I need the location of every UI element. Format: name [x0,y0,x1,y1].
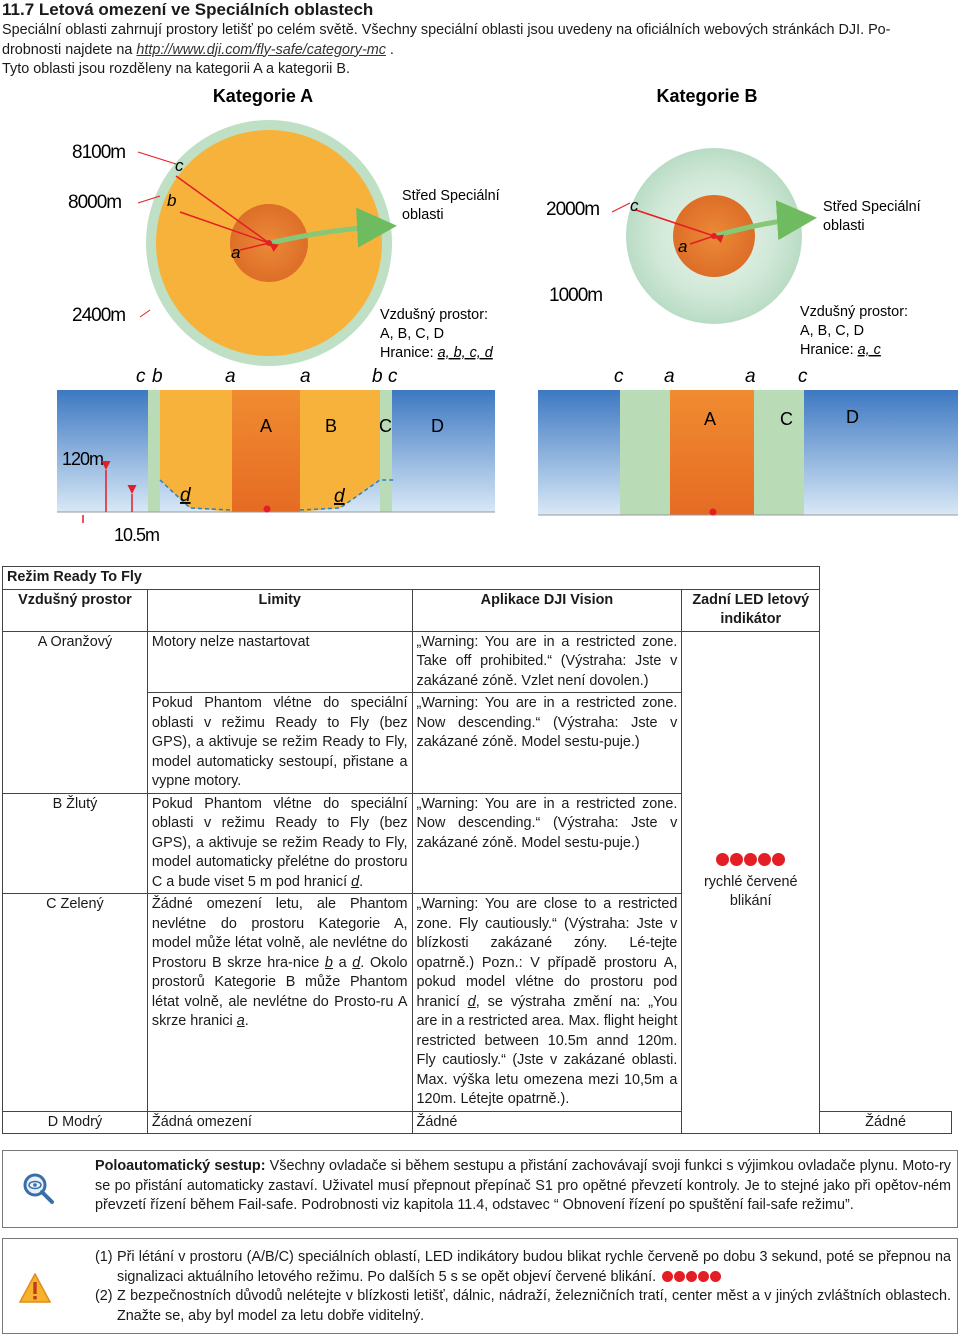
cat-a-center-label-1: Střed Speciální [402,188,500,204]
cat-a-borders: Hranice: a, b, c, d [380,345,493,361]
intro-text: drobnosti najdete na [2,41,137,58]
warning-icon [19,1273,51,1303]
table-mode-title: Režim Ready To Fly [3,567,820,590]
cat-b-center-dot [711,233,717,239]
header-led: Zadní LED letový indikátor [682,589,820,631]
svg-text:b: b [372,366,383,387]
header-limits: Limity [147,589,412,631]
svg-text:A: A [260,416,273,436]
cat-a-height-10: 10.5m [114,525,160,545]
cat-a-side-letters [136,366,398,387]
svg-text:a: a [664,366,675,387]
led-red-dots-icon [662,1271,721,1282]
led-d: Žádné [820,1111,952,1134]
header-dji-vision: Aplikace DJI Vision [412,589,682,631]
app-a-2: „Warning: You are in a restricted zone. Now descending.“ (Výstraha: Jste v zakázané zóně. Model sestu-puje.) [412,693,682,794]
svg-text:a: a [745,366,756,387]
cat-a-label-b: b [167,191,177,210]
svg-text:c: c [614,366,624,387]
svg-text:b: b [152,366,163,387]
cat-b-side-center-dot [710,509,717,516]
app-c: „Warning: You are close to a restricted zone. Fly cautiously.“ (Výstraha: Jste v blízkosti zakázané zóny. Lé-tejte opatrně.) Pozn.: V případě prostoru A, pokud model vlétne do prostoru pod hranicí d, se výstraha změní na: „You are in a restricted area. Max. flight height restricted between 10.5m annd 120m. Fly cautiosly.“ (Jste v zakázané oblasti. Max. výška letu omezena mezi 10,5m a 120m. Létejte opatrně.). [412,894,682,1112]
list-text: Z bezpečnostních důvodů nelétejte v blízkosti letišť, dálnic, nádraží, železničních tratí, center měst a v jiných zvláštních oblastech. Znažte se, aby byl model za letu dobře viditelný. [117,1288,951,1324]
cat-a-airspace-1: Vzdušný prostor: [380,307,488,323]
cat-b-label-c: c [630,196,639,215]
app-d: Žádné [412,1111,682,1134]
cat-a-radius-8000: 8000m [68,192,122,213]
cat-b-radius-2000: 2000m [546,199,600,220]
category-a-heading: Kategorie A [212,86,314,106]
semi-auto-descent-text: Poloautomatický sestup: Všechny ovladače si během sestupu a přistání zachovávají svoji funkci s výjimkou ovladače plynu. Moto-ry se po přistání automaticky zastaví. Uživatel musí přepnout přepínač S1 pro opětné převzetí kontroly. Je to stejné jako při opětov-ném převzetí řízení během Fail-safe. Podrobnosti viz kapitola 11.4, odstavec “ Obnovení řízení po spuštění fail-safe režimu”. [95,1158,952,1213]
cat-a-center-label-2: oblasti [402,207,444,223]
cat-b-center-label-1: Střed Speciální [823,199,921,215]
svg-text:c: c [136,366,146,387]
magnifier-icon [21,1171,55,1205]
cat-a-side-center-dot [264,506,271,513]
list-item [95,1287,951,1326]
intro-line-1: Speciální oblasti zahrnují prostory letišť po celém světě. Všechny speciální oblasti jsou uvedeny na oficiálních webových stránkách DJI. Po- [2,22,891,38]
limit-b: Pokud Phantom vlétne do speciální oblasti v režimu Ready to Fly (bez GPS), a aktivuje se režim Ready to Fly, model automaticky přelétne do prostoru C a bude viset 5 m pod hranicí d. [147,793,412,894]
cat-a-radius-8100: 8100m [72,142,126,163]
cat-a-green-left [148,390,160,512]
cat-a-green-right [380,390,392,512]
cat-b-side-letters [614,366,808,387]
app-b: „Warning: You are in a restricted zone. Now descending.“ (Výstraha: Jste v zakázané zóně. Model sestu-puje.) [412,793,682,894]
warning-note [2,1238,958,1334]
svg-text:C: C [780,409,793,429]
svg-text:a: a [225,366,236,387]
list-item [95,1248,951,1287]
svg-text:C: C [379,416,392,436]
cat-a-line-8100 [138,152,176,164]
cat-b-radius-1000: 1000m [549,285,603,306]
list-number: (2) [95,1288,113,1304]
limit-a-1: Motory nelze nastartovat [147,631,412,693]
led-indicator-cell [682,631,820,1134]
cat-a-center-dot [266,240,272,246]
svg-text:A: A [704,409,717,429]
cat-b-center-label-2: oblasti [823,218,865,234]
cat-b-borders: Hranice: a, c [800,342,881,358]
svg-text:c: c [388,366,398,387]
intro-paragraph [2,21,957,80]
app-a-1: „Warning: You are in a restricted zone. Take off prohibited.“ (Výstraha: Jste v zakázané zóně. Vzlet není dovolen.) [412,631,682,693]
svg-text:B: B [325,416,338,436]
intro-line-3: Tyto oblasti jsou rozděleny na kategorii A a kategorii B. [2,61,350,77]
intro-text: . [385,41,394,58]
special-areas-diagram [0,80,960,550]
svg-text:c: c [798,366,808,387]
airspace-d: D Modrý [3,1111,148,1134]
cat-a-airspace-2: A, B, C, D [380,326,444,342]
limit-a-2: Pokud Phantom vlétne do speciální oblasti v režimu Ready to Fly (bez GPS), a aktivuje se režim Ready to Fly, model automaticky sestoupí, přistane a vypne motory. [147,693,412,794]
cat-b-airspace-2: A, B, C, D [800,323,864,339]
intro-line-2 [2,41,957,61]
category-b-heading: Kategorie B [656,86,758,106]
airspace-c: C Zelený [3,894,148,1112]
cat-a-radius-2400: 2400m [72,305,126,326]
svg-text:D: D [431,416,444,436]
svg-text:D: D [846,407,859,427]
list-number: (1) [95,1249,113,1265]
header-airspace: Vzdušný prostor [3,589,148,631]
cat-a-orange-column [232,390,300,512]
cat-a-label-c: c [175,156,184,175]
cat-a-height-120: 120m [62,449,104,469]
cat-a-label-d-left: d [180,485,191,506]
dji-fly-safe-link[interactable]: http://www.dji.com/fly-safe/category-mc [136,41,386,58]
semi-auto-descent-note [2,1150,958,1228]
limit-d: Žádná omezení [147,1111,412,1134]
list-text: Při létání v prostoru (A/B/C) speciálních oblastí, LED indikátory budou blikat rychle červeně po dobu 3 sekund, poté se přepnou na signalizaci aktuálního letového režimu. Po dalších 5 s se opět objeví červené blikání. [117,1249,951,1285]
limit-c: Žádné omezení letu, ale Phantom nevlétne do prostoru Kategorie A, model může létat volně, ale nevlétne do Prostoru B skrze hra-nice b a d. Okolo prostorů Kategorie B může Phantom létat volně, ale nevlétne do Prosto-ru A skrze hranici a. [147,894,412,1112]
led-text: rychlé červené blikání [703,873,798,909]
cat-a-line-2400 [140,310,150,317]
cat-b-airspace-1: Vzdušný prostor: [800,304,908,320]
cat-a-label-d-right: d [334,486,345,507]
cat-b-label-a: a [678,237,688,256]
airspace-b: B Žlutý [3,793,148,894]
ready-to-fly-table [2,566,952,1134]
table-row [3,631,952,693]
svg-text:a: a [300,366,311,387]
led-red-dots-icon [716,853,785,866]
cat-a-label-a: a [231,243,241,262]
cat-b-line-2000 [612,203,630,212]
airspace-a: A Oranžový [3,631,148,793]
warning-list [95,1248,951,1326]
section-title: 11.7 Letová omezení ve Speciálních oblastech [2,0,374,19]
